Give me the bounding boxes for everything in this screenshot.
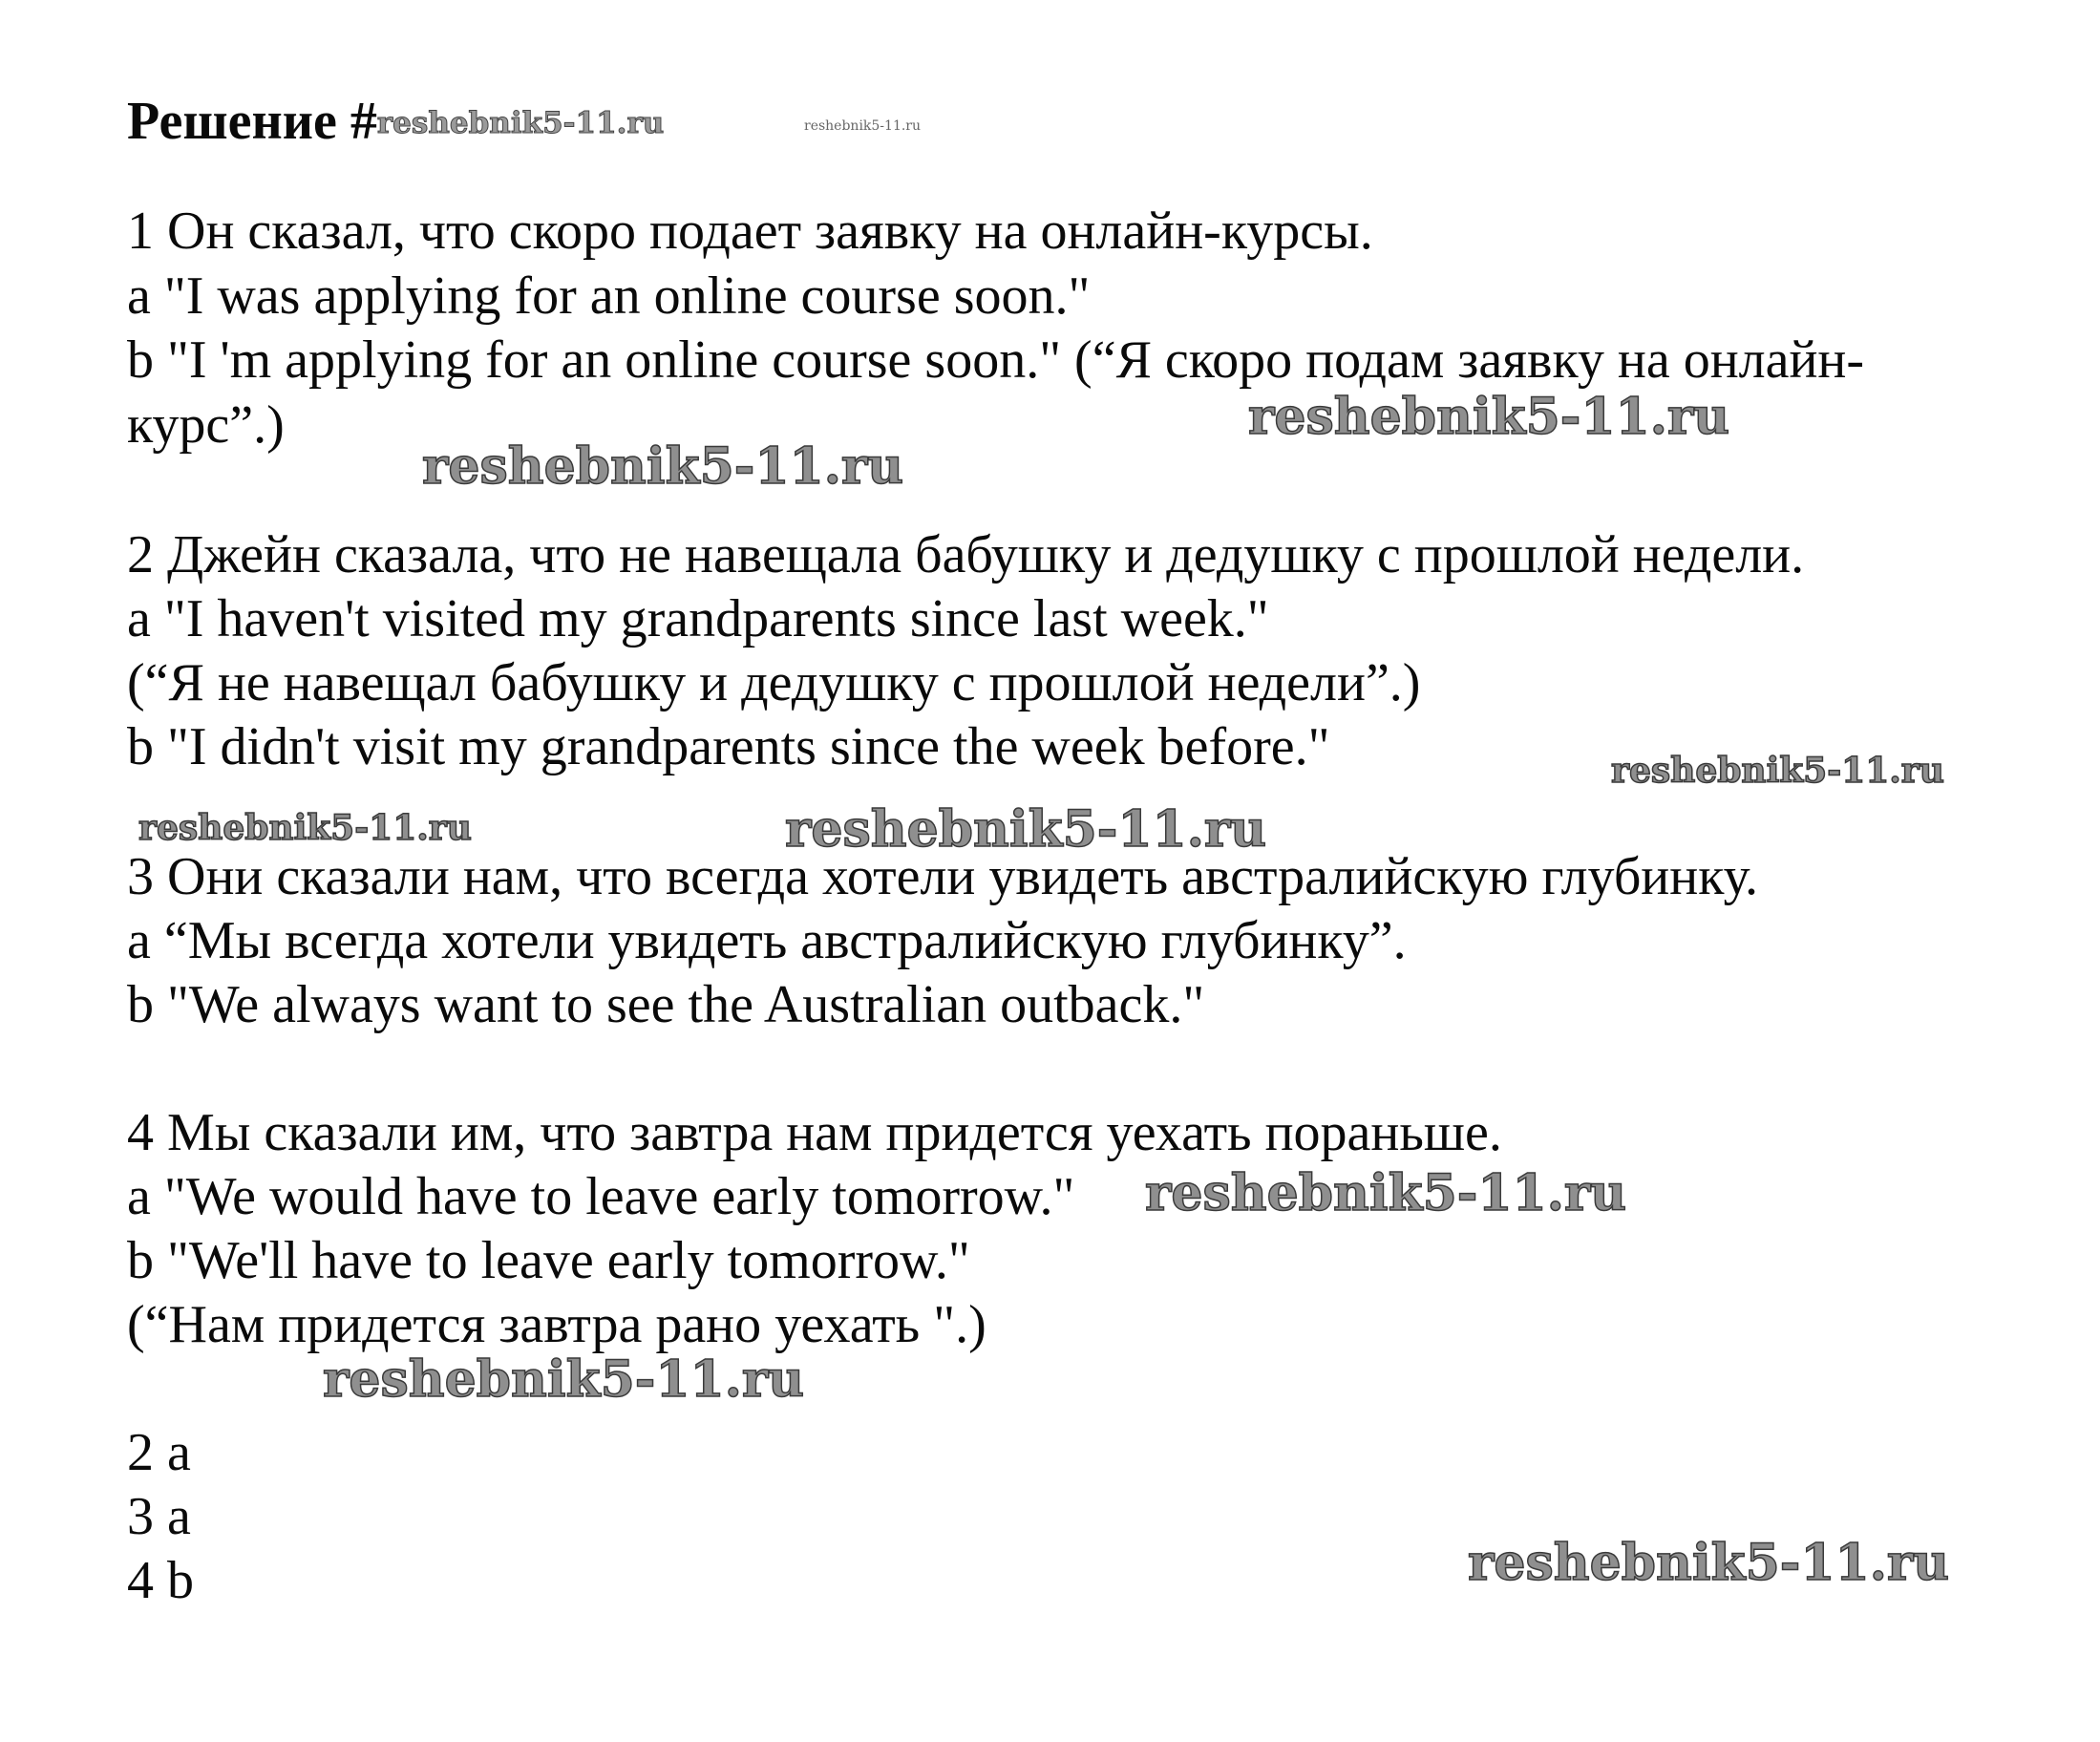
page-heading [127, 88, 664, 162]
text-line: a "We would have to leave early tomorrow." [127, 1167, 1075, 1226]
text-line: 3 Они сказали нам, что всегда хотели увидеть австралийскую глубинку. [127, 847, 1759, 906]
text-line: 1 Он сказал, что скоро подает заявку на онлайн-курсы. [127, 202, 1373, 261]
watermark: reshebnik5-11.ru [1145, 1164, 1627, 1222]
answer-line: 2 a [127, 1423, 191, 1482]
text-line: b "I didn't visit my grandparents since the week before." [127, 717, 1330, 776]
text-line: a "I was applying for an online course soon." [127, 266, 1091, 326]
heading-title: Решение # [127, 92, 377, 151]
text-line: b "I 'm applying for an online course soon." (“Я скоро подам заявку на онлайн- [127, 330, 1865, 390]
watermark: reshebnik5-11.ru [138, 808, 472, 848]
watermark: reshebnik5-11.ru [422, 437, 904, 496]
answer-line: 4 b [127, 1551, 194, 1610]
text-line: (“Нам придется завтра рано уехать ".) [127, 1295, 986, 1354]
text-line: a "I haven't visited my grandparents since last week." [127, 589, 1269, 648]
text-line: 4 Мы сказали им, что завтра нам придется уехать пораньше. [127, 1103, 1502, 1162]
watermark: reshebnik5-11.ru [785, 800, 1267, 859]
answer-line: 3 a [127, 1487, 191, 1546]
watermark: reshebnik5-11.ru [804, 118, 922, 134]
text-line: b "We'll have to leave early tomorrow." [127, 1231, 970, 1290]
watermark: reshebnik5-11.ru [1611, 751, 1944, 791]
text-line: (“Я не навещал бабушку и дедушку с прошлой недели”.) [127, 653, 1421, 712]
text-line: a “Мы всегда хотели увидеть австралийскую глубинку”. [127, 911, 1407, 970]
watermark: reshebnik5-11.ru [323, 1350, 805, 1409]
text-line: курс”.) [127, 395, 285, 455]
watermark: reshebnik5-11.ru [1248, 388, 1730, 446]
text-line: 2 Джейн сказала, что не навещала бабушку и дедушку с прошлой недели. [127, 525, 1805, 584]
text-line: b "We always want to see the Australian outback." [127, 975, 1205, 1034]
watermark: reshebnik5-11.ru [376, 106, 665, 140]
watermark: reshebnik5-11.ru [1468, 1534, 1950, 1592]
